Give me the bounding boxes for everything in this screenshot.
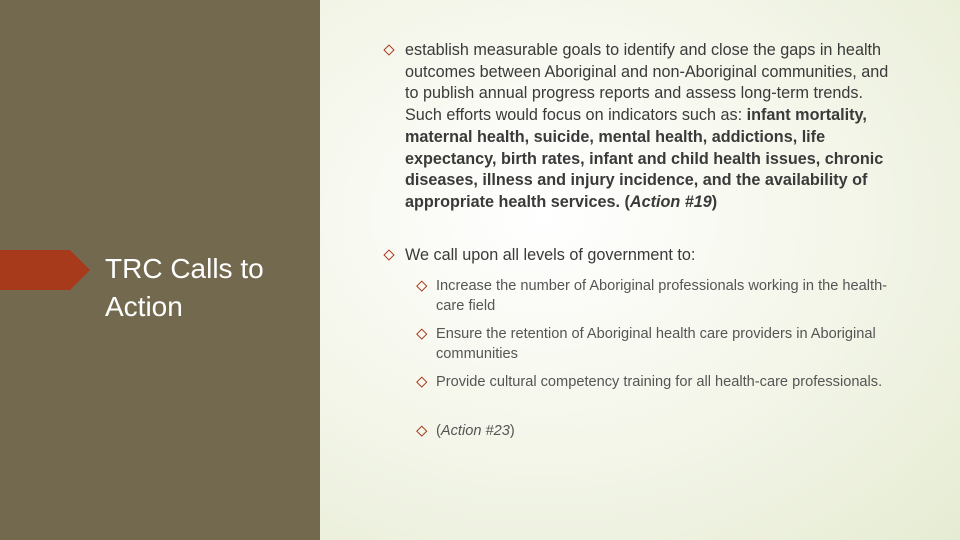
accent-arrow-polygon	[0, 250, 90, 290]
action-close-paren: )	[711, 192, 718, 211]
sub-bullet-increase-professionals	[436, 277, 896, 316]
sub-bullet-action-23	[436, 422, 896, 442]
bullet-call-upon-government	[405, 245, 890, 267]
sub-bullet-text: Provide cultural competency training for all health-care professionals.	[436, 374, 883, 390]
action-reference: Action #23	[440, 423, 510, 439]
slide-title: TRC Calls to Action	[105, 253, 264, 322]
sub-bullet-text: Ensure the retention of Aboriginal health care providers in Aboriginal communities	[436, 326, 876, 362]
paren-open: (	[436, 423, 441, 439]
bullet-measurable-goals	[405, 40, 890, 214]
bullet-bold-text: infant mortality, maternal health, suicide, mental health, addictions, life expectancy, birth rates, infant and child health issues, chronic diseases, illness and injury incidence, and the availability of appropriate health services. (	[405, 106, 884, 211]
accent-arrow-shape	[0, 250, 90, 290]
bullet-text: We call upon all levels of government to:	[405, 246, 696, 264]
paren-close: )	[509, 423, 515, 439]
bullet-text: establish measurable goals to identify and close the gaps in health outcomes between Aboriginal and non-Aboriginal communities, and to publish annual progress reports and assess long-term trends. Such efforts would focus on indicators such as:	[405, 41, 889, 125]
sub-bullet-text: Increase the number of Aboriginal professionals working in the health-care field	[436, 278, 888, 314]
sub-bullet-cultural-training	[436, 373, 896, 393]
action-reference: Action #19	[629, 192, 712, 211]
sub-bullet-retention	[436, 325, 896, 364]
